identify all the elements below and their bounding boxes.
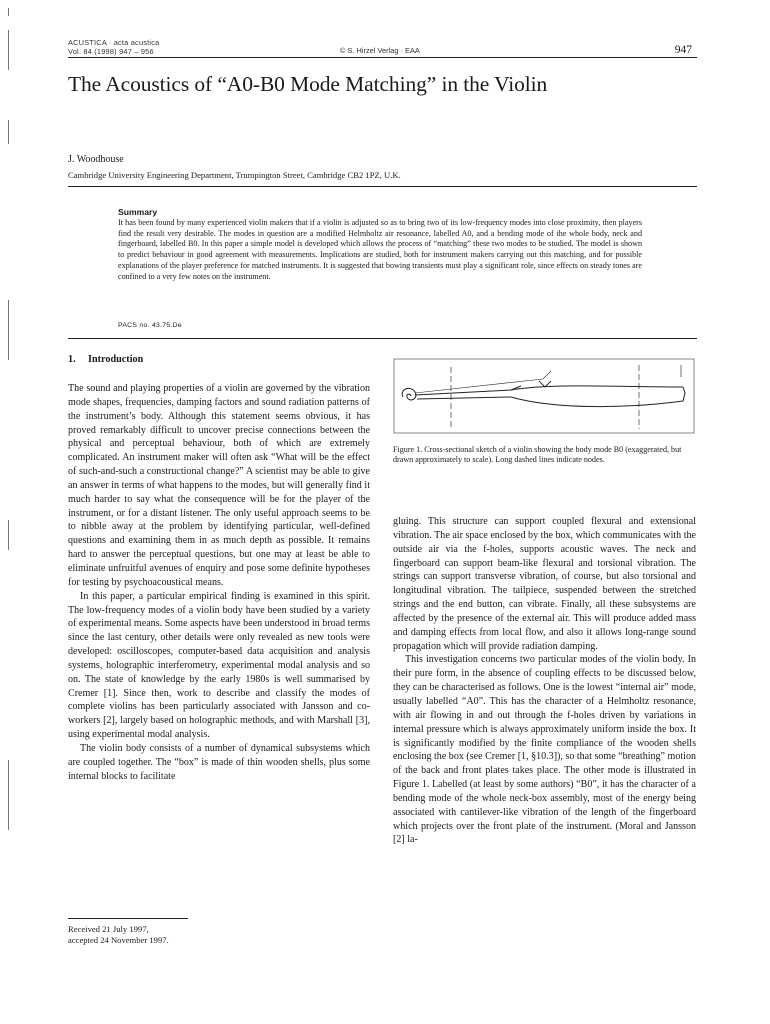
strings [415, 371, 551, 393]
summary-text: It has been found by many experienced violin makers that if a violin is adjusted so as to bring two of its low-frequency modes into close proximity, then players find the result very desirable. The modes in question are a modified Helmholtz air resonance, labelled A0, and a bending mode of the whole body, neck and fingerboard, labelled B0. In this paper a simple model is developed which allows the process of “matching” these two modes to be studied. The model is shown to predict behaviour in good agreement with measurements. Implications are studied, both for instrument makers carrying out this matching, and for possible explanations of the player preference for matched instruments. It is suggested that bowing transients must play a significant role, since effects on steady tones are confined to a very few notes on the instrument. [118, 217, 642, 281]
violin-cross-section-sketch [393, 357, 697, 437]
journal-volume: Vol. 84 (1998) 947 – 956 [68, 47, 154, 56]
violin-scroll [402, 388, 416, 400]
paragraph: The violin body consists of a number of dynamical subsystems which are coupled together. The “box” is made of thin wooden shells, plus some internal blocks to facilitate [68, 742, 370, 782]
scan-edge-mark [8, 760, 9, 830]
summary-rule [68, 338, 697, 339]
scan-edge-mark [8, 120, 9, 144]
summary-block [118, 207, 642, 283]
section-title: Introduction [88, 354, 144, 365]
figure-1 [393, 357, 697, 437]
publisher-line: © S. Hirzel Verlag · EAA [340, 46, 420, 55]
scan-edge-mark [8, 520, 9, 550]
article-title: The Acoustics of “A0-B0 Mode Matching” in the Violin [68, 72, 548, 96]
received-dates [68, 924, 169, 946]
summary-heading: Summary [118, 207, 158, 217]
journal-header [68, 38, 159, 56]
accepted-date: accepted 24 November 1997. [68, 935, 169, 945]
paragraph: The sound and playing properties of a violin are governed by the vibration mode shapes, frequencies, damping factors and sound radiation patterns of the instrument’s body. Although this statement seems obvious, it has proved remarkably difficult to uncover precise connections between the physical and perceptual behaviour, both of which are extremely complicated. An instrument maker will often ask “What will be the effect of such-and-such a constructional change?” A scientist may be able to give an answer in terms of what happens to the modes, but will generally find it much harder to say what the consequence will be for the player of the instrument, or for a distant listener. The only useful approach seems to be to nibble away at the problem by identifying particular, well-defined questions and examining them in as much depth as possible. It remains hard to answer the perceptual questions, but one may at least be able to eliminate unfruitful avenues of enquiry and pose some definite hypotheses for testing by psychoacoustical means. [68, 383, 370, 588]
footer-rule [68, 918, 188, 919]
scan-edge-mark [8, 300, 9, 360]
received-date: Received 21 July 1997, [68, 924, 149, 934]
left-column [68, 382, 370, 783]
journal-name: ACUSTICA · acta acustica [68, 38, 160, 47]
paragraph: In this paper, a particular empirical finding is examined in this spirit. The low-frequency modes of a violin body have been studied by a variety of experimental means. Some aspects have been understood in broad terms since the last century, other details were only revealed as new tools were developed: oscilloscopes, computer-based data acquisition and analysis systems, holographic interferometry, experimental modal analysis and so on. The state of knowledge by the early 1980s is well summarised by Cremer [1]. Since then, work to describe and classify the modes of complete violins has been particularly associated with Jansson and co-workers [2], largely based on holographic methods, and with Marshall [3], using experimental modal analysis. [68, 590, 370, 741]
right-column [393, 515, 696, 847]
header-rule [68, 57, 697, 58]
section-heading [68, 354, 143, 365]
scan-edge-mark [8, 8, 9, 16]
neck-line [417, 397, 511, 399]
section-number: 1. [68, 354, 76, 365]
affiliation-rule [68, 186, 697, 187]
back-plate [511, 387, 685, 407]
scan-edge-mark [8, 30, 9, 70]
top-plate [511, 386, 683, 390]
paragraph: gluing. This structure can support coupled flexural and extensional vibration. The air space enclosed by the box, which communicates with the outside air via the f-holes, supports acoustic waves. The neck and fingerboard can support beam-like flexural and torsional vibration. The strings can support transverse vibration, of course, but also torsional and longitudinal vibration. The tailpiece, suspended between the stretched strings and the end button, can vibrate. Finally, all these subsystems are affected by the presence of the external air. This will produce added mass and damping effects from local flow, and also it allows long-range sound propagation which will provide radiation damping. [393, 516, 696, 652]
figure-caption: Figure 1. Cross-sectional sketch of a violin showing the body mode B0 (exaggerated, but drawn approximately to scale). Long dashed lines indicate nodes. [393, 445, 682, 464]
pacs-number: PACS no. 43.75.De [118, 322, 182, 329]
page-number: 947 [674, 44, 692, 56]
affiliation: Cambridge University Engineering Department, Trumpington Street, Cambridge CB2 1PZ, U.K. [68, 170, 401, 180]
figure-frame [394, 359, 694, 433]
paragraph: This investigation concerns two particular modes of the violin body. In their pure form, in the absence of coupling effects to be discussed below, they can be characterised as follows. One is the lowest “internal air” mode, usually labelled “A0”. This has the character of a Helmholtz resonance, with air flowing in and out through the f-holes driven by variations in internal pressure which is always approximately uniform inside the box. It is significantly modified by the finite compliance of the wooden shells enclosing the box (see Cremer [1, §10.3]), so that some “breathing” motion of the back and front plates takes place. The other mode is illustrated in Figure 1. Labelled (at least by some authors) “B0”, it has the character of a bending mode of the whole neck-box assembly, most of the energy being associated with cantilever-like vibration of the length of the fingerboard which projects over the front plate of the instrument. (Moral and Jansson [2] la- [393, 654, 697, 846]
author: J. Woodhouse [68, 154, 124, 165]
